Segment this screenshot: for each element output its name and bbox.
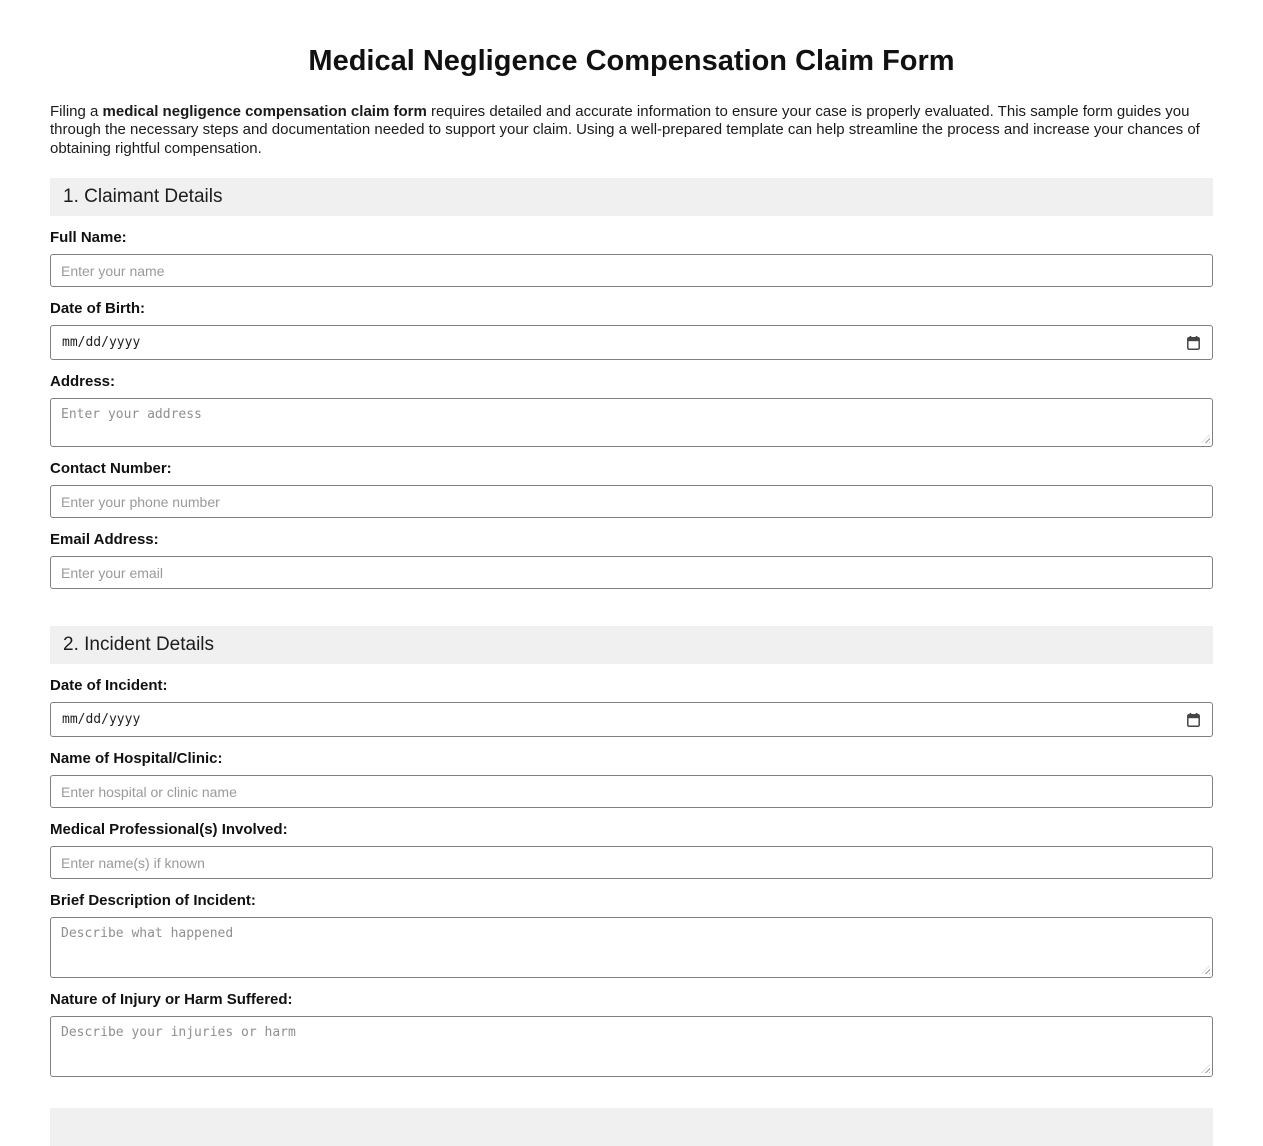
page-title: Medical Negligence Compensation Claim Form	[308, 45, 955, 77]
incident-description-field-wrap	[50, 917, 1213, 978]
address-field-wrap	[50, 398, 1213, 447]
injury-nature-label: Nature of Injury or Harm Suffered:	[50, 991, 293, 1009]
injury-nature-field-wrap	[50, 1016, 1213, 1077]
full-name-input[interactable]	[50, 254, 1213, 287]
email-address-label: Email Address:	[50, 531, 159, 549]
section-header-claimant-details: 1. Claimant Details	[50, 178, 1213, 216]
intro-paragraph	[50, 103, 1213, 158]
incident-description-label: Brief Description of Incident:	[50, 892, 256, 910]
email-address-input[interactable]	[50, 556, 1213, 589]
contact-number-input[interactable]	[50, 485, 1213, 518]
form-container	[50, 45, 1213, 1146]
injury-nature-textarea[interactable]	[50, 1016, 1213, 1077]
address-label: Address:	[50, 373, 116, 391]
date-of-incident-value[interactable]: mm/dd/yyyy	[62, 712, 141, 728]
medical-professionals-label: Medical Professional(s) Involved:	[50, 821, 288, 839]
intro-prefix: Filing a	[50, 103, 103, 120]
calendar-icon[interactable]	[1185, 335, 1201, 351]
section-header-partial	[50, 1108, 1213, 1146]
intro-rest: requires detailed and accurate information to ensure your case is properly evaluated. This sample form guides you through the necessary steps and documentation needed to support your claim. Using a well-prepared template can help streamline the process and increase your chances of obtaining rightful compensation.	[50, 103, 1200, 157]
medical-professionals-input[interactable]	[50, 846, 1213, 879]
date-of-birth-label: Date of Birth:	[50, 300, 145, 318]
date-of-birth-value[interactable]: mm/dd/yyyy	[62, 335, 141, 351]
full-name-label: Full Name:	[50, 229, 127, 247]
intro-bold-phrase: medical negligence compensation claim form	[102, 103, 427, 120]
address-textarea[interactable]	[50, 398, 1213, 447]
incident-description-textarea[interactable]	[50, 917, 1213, 978]
calendar-icon[interactable]	[1185, 712, 1201, 728]
hospital-clinic-label: Name of Hospital/Clinic:	[50, 750, 223, 768]
date-of-incident-label: Date of Incident:	[50, 677, 168, 695]
hospital-clinic-input[interactable]	[50, 775, 1213, 808]
section-header-incident-details: 2. Incident Details	[50, 626, 1213, 664]
date-of-birth-input[interactable]	[50, 325, 1213, 360]
contact-number-label: Contact Number:	[50, 460, 172, 478]
date-of-incident-input[interactable]	[50, 702, 1213, 737]
